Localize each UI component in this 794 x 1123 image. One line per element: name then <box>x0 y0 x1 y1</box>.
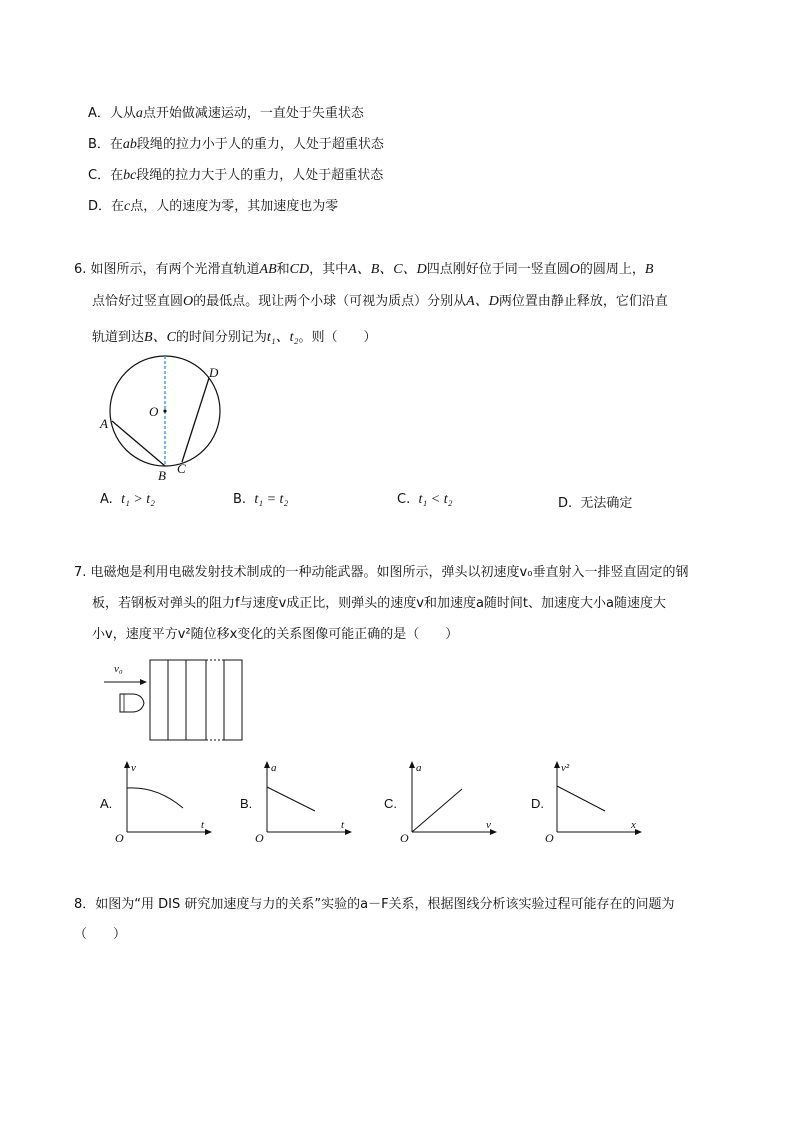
q6-option-b <box>233 492 288 508</box>
y-label: v <box>131 762 136 774</box>
x-label: x <box>631 819 636 831</box>
q6-stem-line3 <box>92 326 376 346</box>
label-d: D <box>209 365 219 380</box>
option-var: c <box>124 199 131 214</box>
option-expr: 无法确定 <box>580 496 633 511</box>
q7-plates-figure <box>100 658 250 743</box>
label-o: O <box>149 404 159 419</box>
option-text: 段绳的拉力大于人的重力，人处于超重状态 <box>136 168 384 183</box>
stem-var: A、B、C、D <box>348 262 427 277</box>
y-label: a <box>416 762 422 774</box>
q7-stem-line1 <box>74 561 688 580</box>
graph-a <box>115 760 215 845</box>
option-text: 点，人的速度为零，其加速度也为零 <box>130 199 339 214</box>
option-var: ab <box>122 137 137 152</box>
y-label: a <box>271 762 277 774</box>
stem-var: CD <box>289 262 310 277</box>
graph-d-label: D. <box>531 796 544 811</box>
option-expr: t₁ < t₂ <box>418 492 453 507</box>
stem-var: B、C <box>144 330 176 345</box>
x-arrow <box>205 829 212 835</box>
graph-d <box>545 760 645 845</box>
q6-option-d <box>558 492 632 511</box>
q5-option-a <box>88 102 364 122</box>
q8-stem-line1 <box>74 893 675 912</box>
center-dot <box>163 409 166 412</box>
label-b: B <box>158 468 166 483</box>
x-arrow <box>345 829 352 835</box>
origin-label: O <box>545 831 554 845</box>
stem-text: 。则（ ） <box>298 330 377 345</box>
q5-option-b <box>88 133 384 153</box>
stem-text: 和 <box>276 262 290 277</box>
stem-text: 的圆周上， <box>579 262 645 277</box>
graph-c <box>400 760 500 845</box>
x-label: t <box>341 819 345 831</box>
option-label: D．在 <box>88 199 125 214</box>
q6-option-a <box>100 492 155 508</box>
x-label: t <box>201 819 205 831</box>
stem-text: 四点刚好位于同一竖直圆 <box>426 262 570 277</box>
origin-label: O <box>400 831 409 845</box>
x-arrow <box>490 829 497 835</box>
option-var: bc <box>123 168 137 183</box>
label-a: A <box>100 416 108 431</box>
stem-text: 的最低点。现让两个小球（可视为质点）分别从 <box>193 294 467 309</box>
curve <box>267 787 315 811</box>
origin-label: O <box>115 831 124 845</box>
curve <box>127 788 183 808</box>
plate-last <box>224 660 242 740</box>
stem-text: 的时间分别记为 <box>175 330 267 345</box>
stem-text: 轨道到达 <box>92 330 145 345</box>
origin-label: O <box>255 831 264 845</box>
option-label: C．在 <box>88 168 124 183</box>
y-arrow <box>264 761 270 768</box>
stem-var: O <box>569 262 580 277</box>
stem-text: 小v，速度平方v²随位移x变化的关系图像可能正确的是（ ） <box>92 627 459 642</box>
stem-text: 两位置由静止释放，它们沿直 <box>498 294 668 309</box>
stem-var: O <box>183 294 194 309</box>
stem-var: B <box>644 262 654 277</box>
q5-option-d <box>88 195 338 215</box>
option-label: A. <box>100 492 113 507</box>
x-arrow <box>635 829 642 835</box>
stem-text: 点恰好过竖直圆 <box>92 294 184 309</box>
curve <box>412 789 462 832</box>
graph-c-label: C. <box>384 796 397 811</box>
y-arrow <box>554 761 560 768</box>
stem-text: 板，若钢板对弹头的阻力f与速度v成正比，则弹头的速度v和加速度a随时间t、加速度大小a随速度大 <box>92 596 666 611</box>
stem-text: 6. 如图所示，有两个光滑直轨道 <box>74 262 260 277</box>
stem-var: A、D <box>466 294 499 309</box>
option-label: B．在 <box>88 137 123 152</box>
q6-circle-figure <box>100 355 225 483</box>
q6-stem-line2 <box>92 290 668 310</box>
y-arrow <box>124 761 130 768</box>
option-expr: t₁ = t₂ <box>254 492 289 507</box>
q5-option-c <box>88 164 383 184</box>
y-label: v² <box>561 762 570 774</box>
stem-var: t₁、t₂ <box>266 330 299 345</box>
graph-a-label: A. <box>100 796 113 811</box>
bullet-icon <box>120 694 144 712</box>
stem-text: 7. 电磁炮是利用电磁发射技术制成的一种动能武器。如图所示，弹头以初速度v₀垂直射入一排竖直固定的钢 <box>74 565 689 580</box>
q8-stem-line2 <box>74 923 126 942</box>
option-label: C. <box>397 492 411 507</box>
option-label: B. <box>233 492 247 507</box>
stem-text: （ ） <box>74 927 127 942</box>
q6-stem-line1 <box>74 258 653 278</box>
option-text: 段绳的拉力小于人的重力，人处于超重状态 <box>136 137 384 152</box>
option-var: a <box>135 106 143 121</box>
plate-1 <box>150 660 168 740</box>
option-label: A．人从 <box>88 106 136 121</box>
x-label: v <box>486 819 491 831</box>
stem-var: AB <box>259 262 277 277</box>
curve <box>557 786 605 811</box>
plate-3 <box>186 660 206 740</box>
stem-text: 8．如图为“用 DIS 研究加速度与力的关系”实验的a－F关系，根据图线分析该实验过程可能存在的问题为 <box>74 897 675 912</box>
stem-text: ，其中 <box>309 262 349 277</box>
y-arrow <box>409 761 415 768</box>
option-text: 点开始做减速运动，一直处于失重状态 <box>142 106 364 121</box>
plate-2 <box>168 660 186 740</box>
option-expr: t₁ > t₂ <box>121 492 156 507</box>
arrow-head <box>140 679 147 685</box>
graph-b <box>255 760 355 845</box>
q6-option-c <box>397 492 452 508</box>
q7-stem-line3 <box>92 623 458 642</box>
option-label: D. <box>558 496 573 511</box>
q7-stem-line2 <box>92 592 666 611</box>
graph-b-label: B. <box>240 796 253 811</box>
label-v0: v₀ <box>114 663 123 675</box>
label-c: C <box>177 461 186 476</box>
